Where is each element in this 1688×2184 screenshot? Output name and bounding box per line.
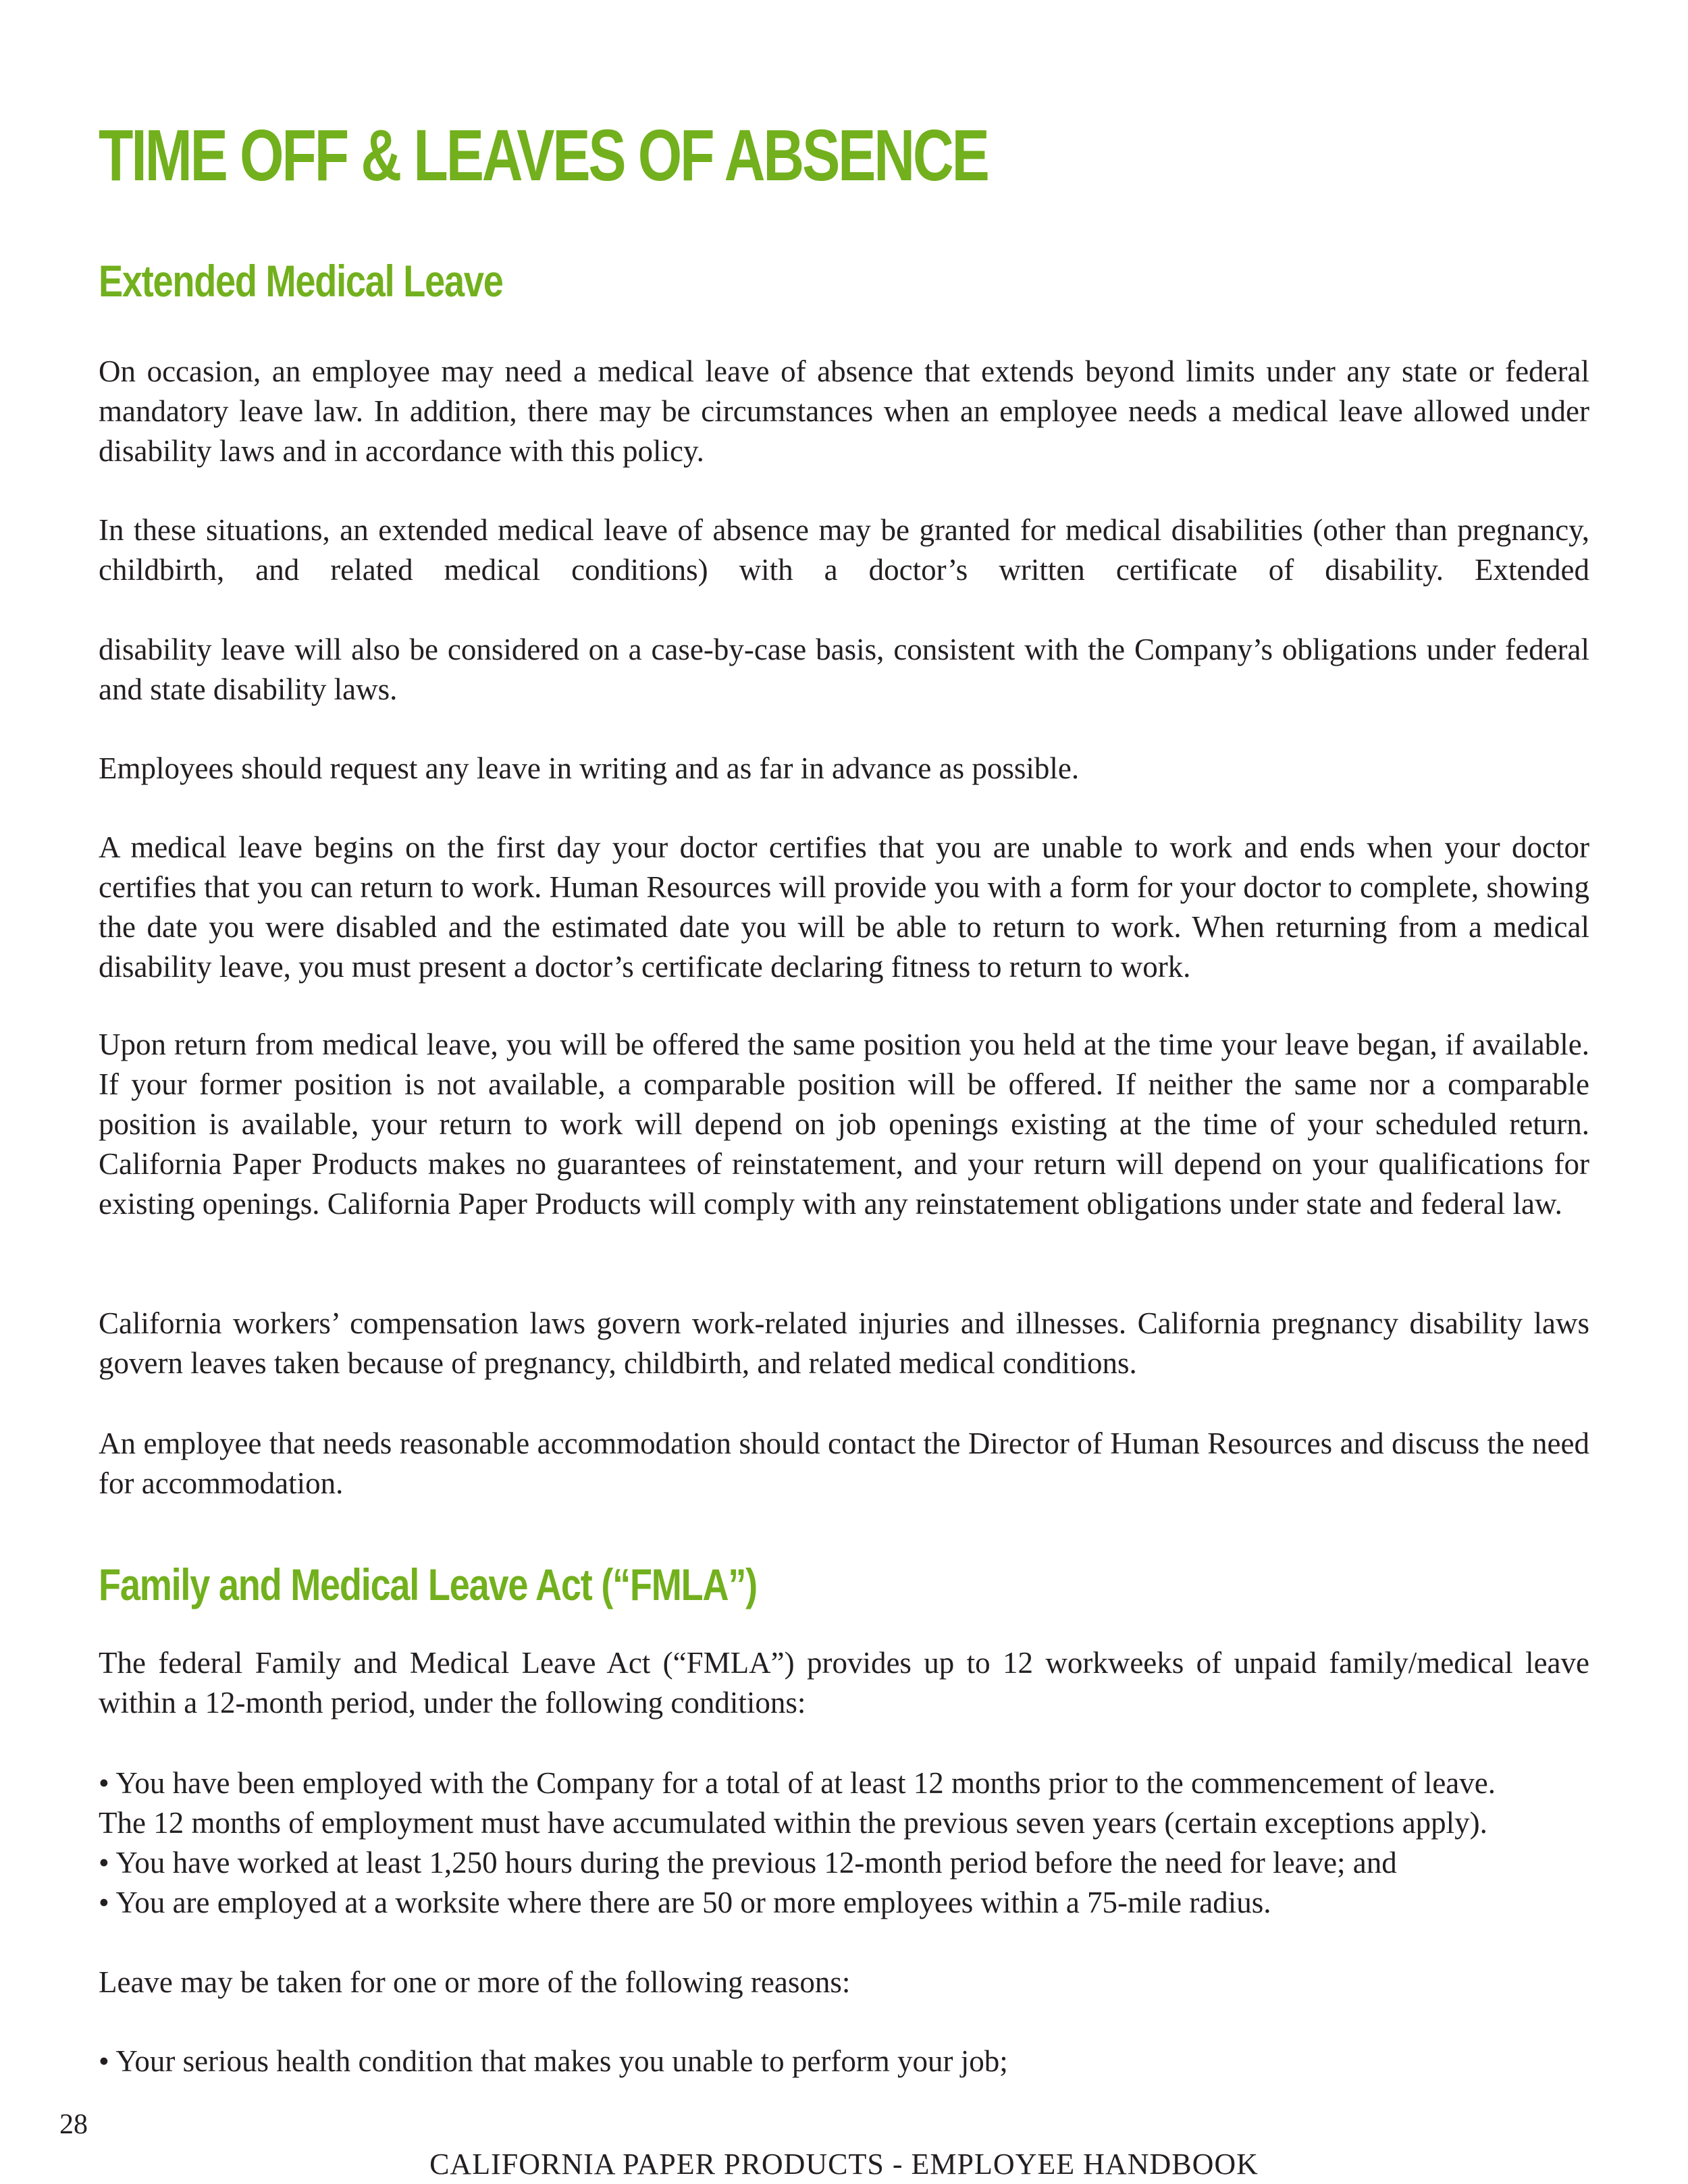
- fmla-intro-paragraph: The federal Family and Medical Leave Act (“FMLA”) provides up to 12 workweeks of unpaid family/medical leave within a 12-month period, under the following conditions:: [99, 1646, 1589, 1720]
- paragraph: An employee that needs reasonable accommodation should contact the Director of Human Resources and discuss the need for accommodation.: [99, 1427, 1589, 1500]
- section-heading-fmla: Family and Medical Leave Act (“FMLA”): [99, 1560, 757, 1609]
- paragraph: California workers’ compensation laws govern work-related injuries and illnesses. California pregnancy disability laws govern leaves taken because of pregnancy, childbirth, and related medical conditions.: [99, 1306, 1589, 1380]
- paragraph: On occasion, an employee may need a medical leave of absence that extends beyond limits under any state or federal mandatory leave law. In addition, there may be circumstances when an employee needs a medical leave allowed under disability laws and in accordance with this policy.: [99, 354, 1589, 468]
- list-item: • You are employed at a worksite where there are 50 or more employees within a 75-mile radius.: [99, 1886, 1271, 1919]
- paragraph: In these situations, an extended medical leave of absence may be granted for medical disabilities (other than pregnancy, childbirth, and related medical conditions) with a doctor’s written certificate of disability. Extended: [99, 513, 1589, 587]
- fmla-conditions-list: [99, 1763, 1589, 1923]
- paragraph: Employees should request any leave in writing and as far in advance as possible.: [99, 751, 1080, 785]
- list-item: • You have worked at least 1,250 hours during the previous 12-month period before the need for leave; and: [99, 1846, 1397, 1880]
- page-title: TIME OFF & LEAVES OF ABSENCE: [99, 114, 988, 196]
- paragraph: Upon return from medical leave, you will be offered the same position you held at the time your leave began, if available. If your former position is not available, a comparable position will be offered. If neither the same nor a comparable position is available, your return to work will depend on job openings existing at the time of your scheduled return. California Paper Products makes no guarantees of reinstatement, and your return will depend on your qualifications for existing openings. California Paper Products will comply with any reinstatement obligations under state and federal law.: [99, 1028, 1589, 1221]
- page-number: 28: [59, 2109, 88, 2140]
- section-heading-extended-medical-leave: Extended Medical Leave: [99, 256, 503, 306]
- list-item: • You have been employed with the Company for a total of at least 12 months prior to the commencement of leave.: [99, 1766, 1496, 1800]
- footer-text: CALIFORNIA PAPER PRODUCTS - EMPLOYEE HANDBOOK: [429, 2148, 1259, 2181]
- paragraph: A medical leave begins on the first day your doctor certifies that you are unable to work and ends when your doctor certifies that you can return to work. Human Resources will provide you with a form for your doctor to complete, showing the date you were disabled and the estimated date you will be able to return to work. When returning from a medical disability leave, you must present a doctor’s certificate declaring fitness to return to work.: [99, 830, 1589, 984]
- list-item: • Your serious health condition that makes you unable to perform your job;: [99, 2044, 1008, 2078]
- fmla-reasons-intro: Leave may be taken for one or more of the following reasons:: [99, 1965, 851, 1999]
- list-item: The 12 months of employment must have accumulated within the previous seven years (certain exceptions apply).: [99, 1806, 1487, 1840]
- fmla-reasons-list: [99, 2042, 1589, 2081]
- paragraph: disability leave will also be considered on a case-by-case basis, consistent with the Company’s obligations under federal and state disability laws.: [99, 633, 1589, 706]
